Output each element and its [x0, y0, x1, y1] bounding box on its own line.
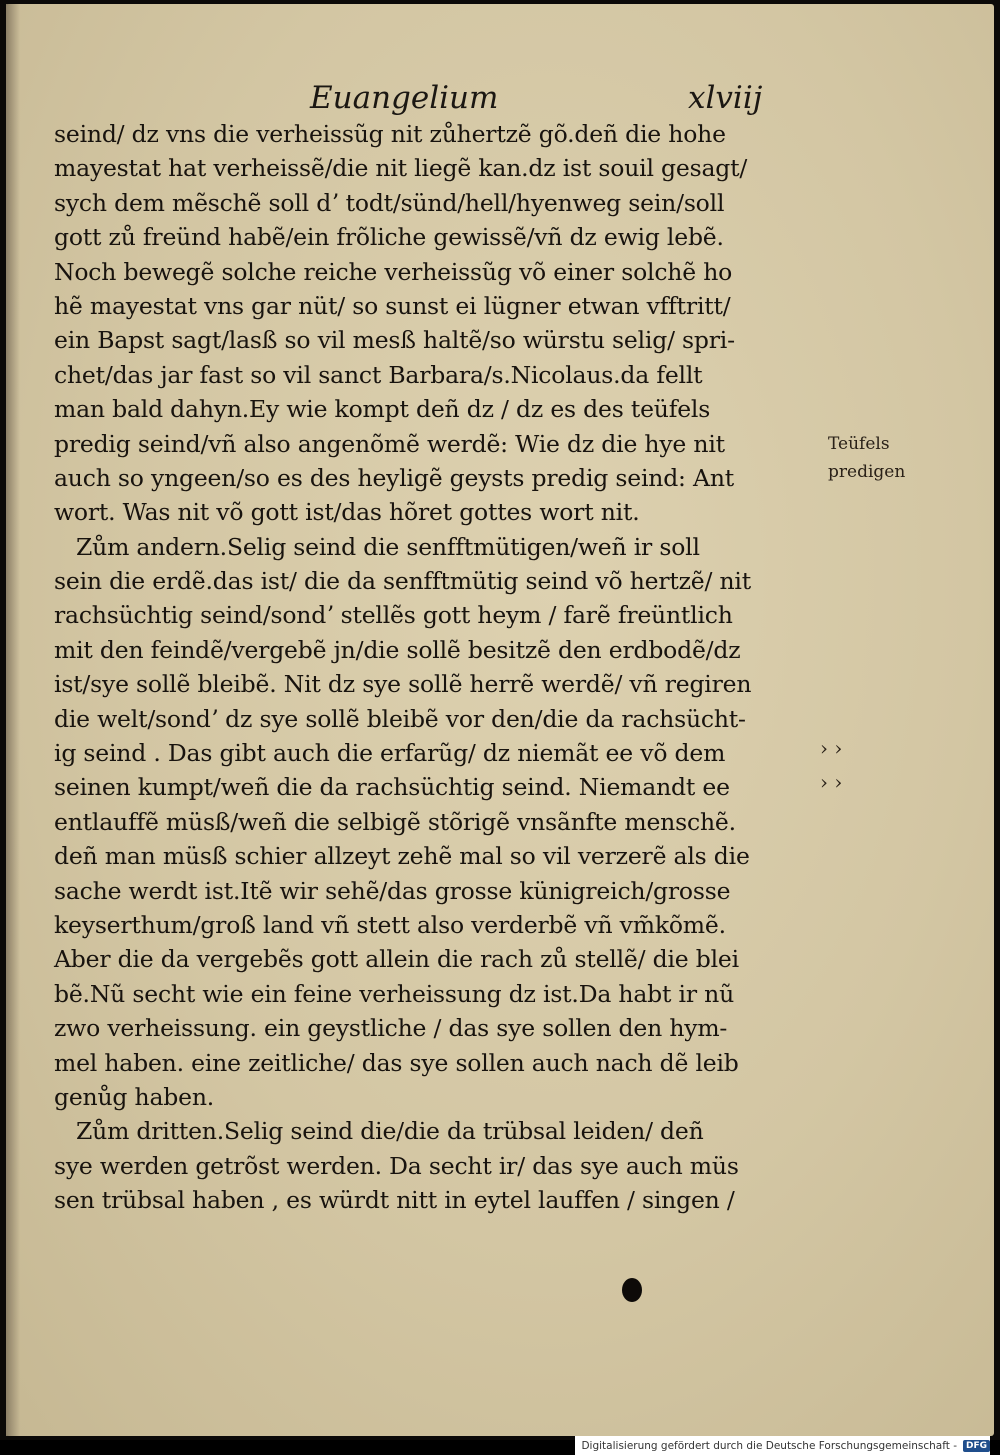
text-line: Zům andern.Selig seind die senfftmütigen/weñ ir soll	[76, 532, 700, 561]
text-line: genůg haben.	[54, 1082, 215, 1111]
text-line: keyserthum/groß land vñ stett also verderbẽ vñ vm̃kõmẽ.	[54, 910, 726, 939]
text-line: auch so yngeen/so es des heyligẽ geysts predig seind: Ant	[54, 463, 734, 492]
text-line: sye werden getrõst werden. Da secht ir/ das sye auch müs	[54, 1151, 739, 1180]
text-line: Noch bewegẽ solche reiche verheissũg võ einer solchẽ ho	[54, 257, 733, 286]
text-line: sych dem mẽschẽ soll dʼ todt/sünd/hell/hyenweg sein/soll	[54, 188, 725, 217]
text-line: chet/das jar fast so vil sanct Barbara/s.Nicolaus.da fellt	[54, 360, 703, 389]
text-line: sein die erdẽ.das ist/ die da senfftmütig seind võ hertzẽ/ nit	[54, 567, 751, 596]
text-line: ig seind . Das gibt auch die erfarũg/ dz niemãt ee võ dem	[54, 739, 726, 768]
text-line: die welt/sondʼ dz sye sollẽ bleibẽ vor den/die da rachsücht‑	[54, 704, 746, 733]
folio-number: xlviij	[688, 80, 763, 116]
text-line: deñ man müsß schier allzeyt zehẽ mal so vil verzerẽ als die	[54, 842, 750, 871]
text-line: seinen kumpt/weñ die da rachsüchtig seind. Niemandt ee	[54, 773, 730, 802]
text-line: entlauffẽ müsß/weñ die selbigẽ stõrigẽ vnsãnfte menschẽ.	[54, 807, 736, 836]
text-line: ein Bapst sagt/lasß so vil mesß haltẽ/so würstu selig/ spri‑	[54, 326, 735, 355]
text-line: zwo verheissung. ein geystliche / das sye sollen den hym‑	[54, 1014, 728, 1043]
text-line: predig seind/vñ also angenõmẽ werdẽ: Wie dz die hye nit	[54, 429, 725, 458]
text-line: hẽ mayestat vns gar nüt/ so sunst ei lügner etwan vfftritt/	[54, 291, 731, 320]
quote-mark: › ›	[820, 736, 843, 760]
quote-mark: › ›	[820, 770, 843, 794]
text-line: sache werdt ist.Itẽ wir sehẽ/das grosse künigreich/grosse	[54, 876, 731, 905]
dfg-logo: DFG	[963, 1440, 990, 1452]
margin-note-line: predigen	[828, 462, 906, 482]
text-line: gott zů freünd habẽ/ein frõliche gewissẽ/vñ dz ewig lebẽ.	[54, 223, 724, 252]
running-title: Euangelium	[310, 80, 499, 116]
ink-dot	[622, 1278, 642, 1302]
text-line: Zům dritten.Selig seind die/die da trübsal leiden/ deñ	[76, 1117, 704, 1146]
footer-credit	[575, 1436, 990, 1455]
margin-note	[828, 430, 928, 486]
text-line: seind/ dz vns die verheissũg nit zůhertzẽ gõ.deñ die hohe	[54, 120, 726, 148]
text-line: wort. Was nit võ gott ist/das hõret gottes wort nit.	[54, 498, 640, 527]
text-line: sen trübsal haben , es würdt nitt in eytel lauffen / singen /	[54, 1186, 735, 1215]
text-line: mel haben. eine zeitliche/ das sye sollen auch nach dẽ leib	[54, 1048, 739, 1077]
text-line: ist/sye sollẽ bleibẽ. Nit dz sye sollẽ herrẽ werdẽ/ vñ regiren	[54, 670, 752, 699]
text-line: mit den feindẽ/vergebẽ jn/die sollẽ besitzẽ den erdbodẽ/dz	[54, 635, 741, 664]
text-line: rachsüchtig seind/sondʼ stellẽs gott heym / farẽ freüntlich	[54, 601, 733, 630]
body-text	[54, 117, 820, 1218]
text-line: mayestat hat verheissẽ/die nit liegẽ kan.dz ist souil gesagt/	[54, 154, 748, 183]
running-head	[300, 80, 810, 120]
margin-note-line: Teüfels	[828, 434, 890, 454]
text-line: bẽ.Nũ secht wie ein feine verheissung dz ist.Da habt ir nũ	[54, 979, 735, 1008]
text-line: Aber die da vergebẽs gott allein die rach zů stellẽ/ die blei	[54, 945, 739, 974]
text-line: man bald dahyn.Ey wie kompt deñ dz / dz es des teüfels	[54, 395, 711, 424]
page-gutter-shadow	[6, 4, 20, 1436]
footer-credit-text: Digitalisierung gefördert durch die Deutsche Forschungsgemeinschaft -	[581, 1439, 957, 1452]
